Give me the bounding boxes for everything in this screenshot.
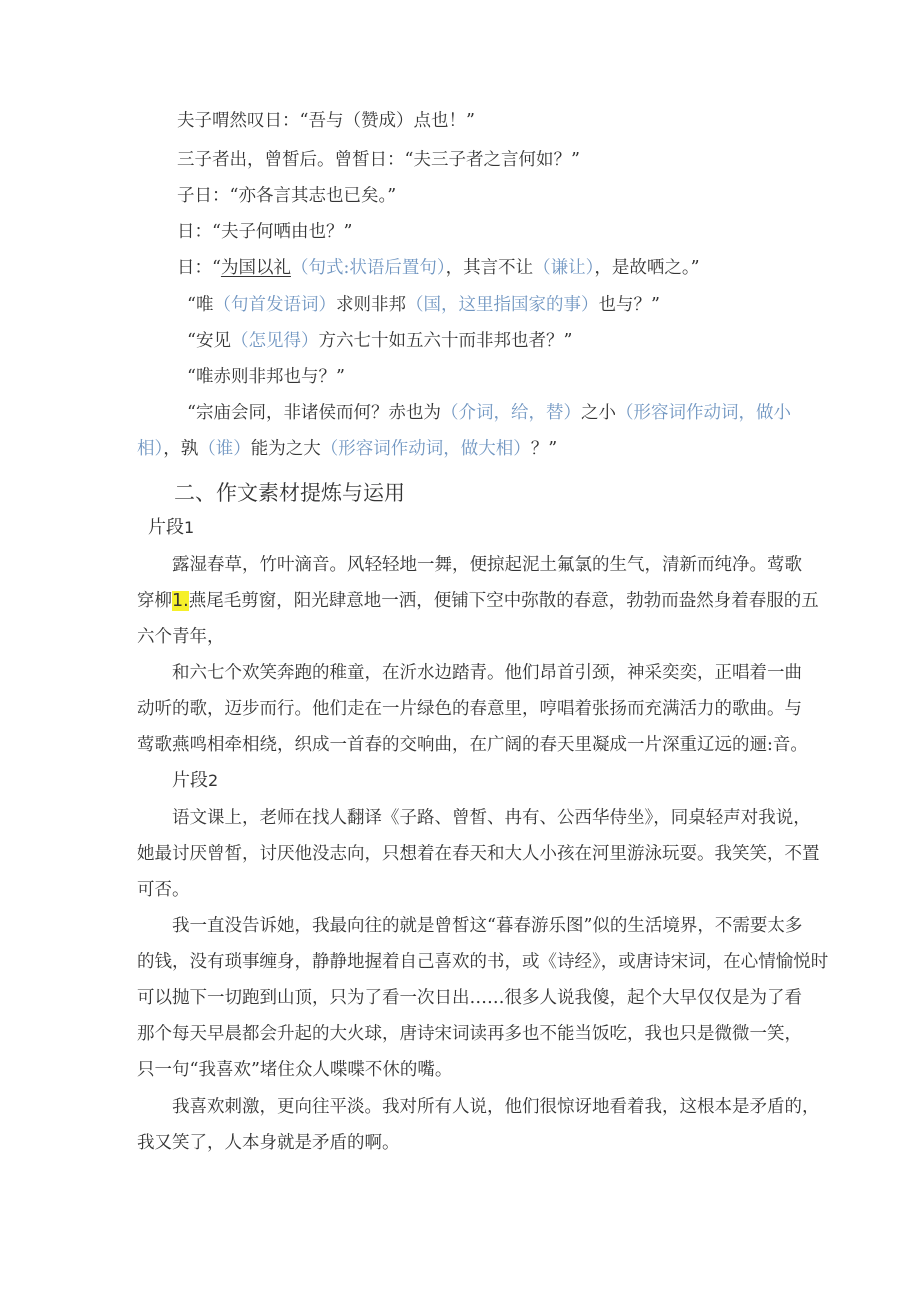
fragment-label-text: 片段 (172, 770, 208, 791)
classical-line-9 (187, 401, 791, 425)
fragment-2-line-1: 语文课上，老师在找人翻译《子路、曾皙、冉有、公西华侍坐》，同桌轻声对我说， (172, 808, 811, 828)
section-heading: 二、作文素材提炼与运用 (174, 481, 405, 505)
annotation: （句首发语词） (213, 295, 336, 315)
fragment-1-line-3: 六个青年， (137, 627, 225, 647)
annotation: （国，这里指国家的事） (405, 295, 599, 315)
fragment-2-line-2: 她最讨厌曾皙，讨厌他没志向，只想着在春天和大人小孩在河里游泳玩耍。我笑笑，不置 (137, 844, 820, 864)
text-segment: 之小 (580, 403, 616, 423)
fragment-1-line-5: 动听的歌，迈步而行。他们走在一片绿色的春意里，哼唱着张扬而充满活力的歌曲。与 (137, 699, 802, 719)
annotation: （怎见得） (230, 331, 319, 351)
classical-line-8: “唯赤则非邦也与？” (187, 367, 345, 387)
text-segment: “安见 (187, 331, 231, 351)
annotation: （谦让） (533, 258, 595, 278)
annotation: （谁） (198, 439, 251, 459)
text-segment: “宗庙会同，非诸侯而何？赤也为 (187, 403, 441, 423)
text-segment: ，其言不让 (445, 258, 534, 278)
fragment-label-text: 片段 (148, 517, 184, 538)
text-segment: 方六七十如五六十而非邦也者？” (318, 331, 573, 351)
fragment-1-line-1: 露湿春草，竹叶滴音。风轻轻地一舞，便掠起泥土氟氯的生气，清新而纯净。莺歌 (172, 555, 802, 575)
text-segment: ？” (530, 439, 558, 459)
classical-line-4: 日：“夫子何哂由也？” (177, 222, 353, 242)
fragment-label-number: 2 (208, 771, 219, 790)
classical-line-2: 三子者出，曾皙后。曾皙日：“夫三子者之言何如？” (177, 150, 580, 170)
fragment-2-line-6: 可以抛下一切跑到山顶，只为了看一次日出……很多人说我傻，起个大早仅仅是为了看 (137, 988, 802, 1008)
text-segment: 也与？” (598, 295, 660, 315)
fragment-2-line-3: 可否。 (137, 880, 190, 900)
text-segment: ，孰 (163, 439, 199, 459)
text-segment: 能为之大 (250, 439, 321, 459)
fragment-2-label (172, 769, 218, 793)
classical-line-3: 子日：“亦各言其志也已矣。” (177, 186, 397, 206)
text-segment: 日：“ (177, 258, 221, 278)
text-segment: 求则非邦 (335, 295, 406, 315)
classical-line-5 (177, 256, 700, 280)
fragment-2-line-5: 的钱，没有琐事缠身，静静地握着自己喜欢的书，或《诗经》，或唐诗宋词，在心情愉悦时 (137, 952, 829, 972)
underlined-phrase: 为国以礼 (220, 258, 291, 278)
fragment-1-line-2 (137, 589, 819, 613)
annotation: （形容词作动词，做小 (615, 403, 791, 423)
annotation: （形容词作动词，做大相） (320, 439, 531, 459)
fragment-1-line-6: 莺歌燕鸣相牵相绕，织成一首春的交响曲，在广阔的春天里凝成一片深重辽远的逦:音。 (137, 735, 808, 755)
fragment-2-line-10: 我又笑了，人本身就是矛盾的啊。 (137, 1133, 400, 1153)
fragment-1-line-4: 和六七个欢笑奔跑的稚童，在沂水边踏青。他们昂首引颈，神采奕奕，正唱着一曲 (172, 663, 802, 683)
highlighted-marker: 1. (172, 591, 189, 611)
fragment-label-number: 1 (184, 518, 195, 537)
fragment-2-line-9: 我喜欢刺激，更向往平淡。我对所有人说，他们很惊讶地看着我，这根本是矛盾的， (172, 1097, 820, 1117)
fragment-2-line-4: 我一直没告诉她，我最向往的就是曾皙这“暮春游乐图”似的生活境界，不需要太多 (172, 916, 803, 936)
text-segment: ，是故哂之。” (594, 258, 700, 278)
classical-line-7 (187, 329, 572, 353)
fragment-2-line-7: 那个每天早晨都会升起的大火球，唐诗宋词读再多也不能当饭吃，我也只是微微一笑， (137, 1024, 802, 1044)
classical-line-6 (187, 293, 660, 317)
text-segment: “唯 (187, 295, 214, 315)
annotation: （句式:状语后置句） (290, 258, 446, 278)
fragment-2-line-8: 只一句“我喜欢”堵住众人喋喋不休的嘴。 (137, 1060, 453, 1080)
annotation: 相） (137, 439, 164, 459)
classical-line-1: 夫子喟然叹日：“吾与（赞成）点也！” (177, 111, 475, 131)
text-segment: 穿柳 (137, 591, 172, 611)
classical-line-10 (137, 437, 557, 461)
annotation: （介词，给，替） (440, 403, 581, 423)
text-segment: 燕尾毛剪窗，阳光肆意地一洒，便铺下空中弥散的春意，勃勃而盎然身着春服的五 (188, 591, 819, 611)
fragment-1-label (148, 516, 194, 540)
